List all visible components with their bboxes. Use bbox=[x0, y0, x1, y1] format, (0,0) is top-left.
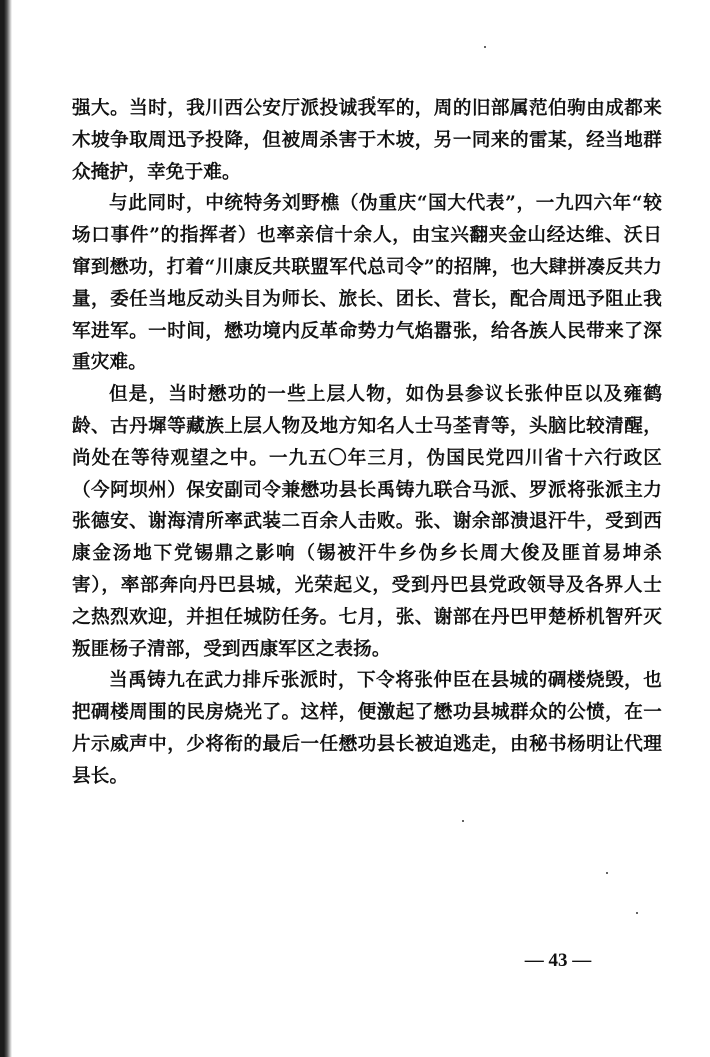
body-text bbox=[72, 93, 662, 793]
paragraph: 但是，当时懋功的一些上层人物，如伪县参议长张仲臣以及雍鹤龄、古丹墀等藏族上层人物及地方知名人士马荃青等，头脑比较清醒，尚处在等待观望之中。一九五〇年三月，伪国民党四川省十六行政区（今阿坝州）保安副司令兼懋功县长禹铸九联合马派、罗派将张派主力张德安、谢海清所率武装二百余人击败。张、谢余部溃退汗牛，受到西康金汤地下党锡鼎之影响（锡被汗牛乡伪乡长周大俊及匪首易坤杀害），率部奔向丹巴县城，光荣起义，受到丹巴县党政领导及各界人士之热烈欢迎，并担任城防任务。七月，张、谢部在丹巴甲楚桥机智歼灭叛匪杨子清部，受到西康军区之表扬。 bbox=[72, 384, 662, 660]
scan-speck bbox=[606, 872, 608, 874]
book-spine-shadow bbox=[0, 0, 12, 1057]
paragraph: 与此同时，中统特务刘野樵（伪重庆“国大代表”，一九四六年“较场口事件”的指挥者）也率亲信十余人，由宝兴翻夹金山经达维、沃日窜到懋功，打着“川康反共联盟军代总司令”的招牌，也大肆拼凑反共力量，委任当地反动头目为师长、旅长、团长、营长，配合周迅予阻止我军进军。一时间，懋功境内反革命势力气焰嚣张，给各族人民带来了深重灾难。 bbox=[72, 193, 662, 374]
scan-speck bbox=[636, 912, 638, 914]
scan-speck bbox=[462, 820, 464, 822]
scan-speck bbox=[484, 46, 486, 48]
page-number: — 43 — bbox=[524, 950, 592, 971]
paragraph: 当禹铸九在武力排斥张派时，下令将张仲臣在县城的碉楼烧毁，也把碉楼周围的民房烧光了。这样，便激起了懋功县城群众的公愤，在一片示威声中，少将衔的最后一任懋功县长被迫逃走，由秘书杨明让代理县长。 bbox=[72, 670, 662, 787]
paragraph-continued: 强大。当时，我川西公安厅派投诚我军的，周的旧部属范伯驹由成都来木坡争取周迅予投降，但被周杀害于木坡，另一同来的雷某，经当地群众掩护，幸免于难。 bbox=[72, 98, 662, 183]
